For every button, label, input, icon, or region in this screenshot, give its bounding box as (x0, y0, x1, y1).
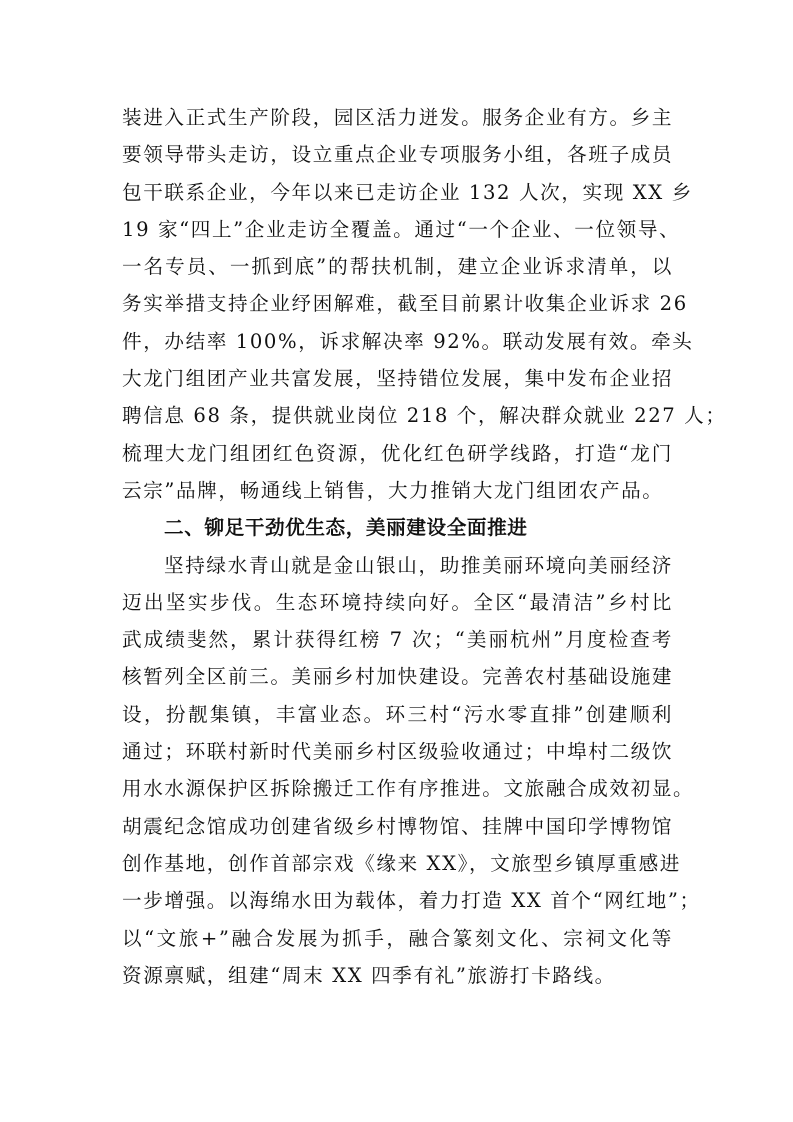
text-line: 胡震纪念馆成功创建省级乡村博物馆、挂牌中国印学博物馆 (122, 814, 674, 838)
text-line: 以“文旅+”融合发展为抓手，融合篆刻文化、宗祠文化等 (122, 926, 673, 950)
text-line: 聘信息 68 条，提供就业岗位 218 个，解决群众就业 227 人； (122, 404, 727, 428)
section-heading: 二、铆足干劲优生态，美丽建设全面推进 (164, 516, 528, 540)
paragraph-enterprise-service (122, 99, 727, 509)
text-line: 云宗”品牌，畅通线上销售，大力推销大龙门组团农产品。 (122, 478, 664, 502)
paragraph-ecology (122, 547, 701, 995)
text-line: 资源禀赋，组建“周末 XX 四季有礼”旅游打卡路线。 (122, 963, 616, 987)
text-line: 装进入正式生产阶段，园区活力迸发。服务企业有方。乡主 (122, 106, 674, 129)
text-line: 包干联系企业，今年以来已走访企业 132 人次，实现 XX 乡 (122, 180, 693, 204)
text-line: 一步增强。以海绵水田为载体，着力打造 XX 首个“网红地”； (122, 889, 701, 913)
text-line: 迈出坚实步伐。生态环境持续向好。全区“最清洁”乡村比 (122, 590, 673, 614)
text-line: 件，办结率 100%，诉求解决率 92%。联动发展有效。牵头 (122, 329, 694, 353)
text-line: 设，扮靓集镇，丰富业态。环三村“污水零直排”创建顺利 (122, 702, 673, 726)
text-line: 梳理大龙门组团红色资源，优化红色研学线路，打造“龙门 (122, 441, 673, 465)
text-line: 一名专员、一抓到底”的帮扶机制，建立企业诉求清单，以 (122, 255, 673, 279)
text-line: 用水水源保护区拆除搬迁工作有序推进。文旅融合成效初显。 (122, 777, 695, 801)
text-line: 大龙门组团产业共富发展，坚持错位发展，集中发布企业招 (122, 367, 674, 391)
text-line: 要领导带头走访，设立重点企业专项服务小组，各班子成员 (122, 143, 674, 167)
text-line: 务实举措支持企业纾困解难，截至目前累计收集企业诉求 26 (122, 292, 688, 316)
text-line: 创作基地，创作首部宗戏《缘来 XX》，文旅型乡镇厚重感进 (122, 851, 681, 875)
text-line: 核暂列全区前三。美丽乡村加快建设。完善农村基础设施建 (122, 665, 674, 689)
text-line: 19 家“四上”企业走访全覆盖。通过“一个企业、一位领导、 (122, 217, 681, 241)
text-line: 坚持绿水青山就是金山银山，助推美丽环境向美丽经济 (164, 553, 673, 577)
document-page (122, 99, 727, 994)
text-line: 武成绩斐然，累计获得红榜 7 次；“美丽杭州”月度检查考 (122, 628, 673, 652)
text-line: 通过；环联村新时代美丽乡村区级验收通过；中埠村二级饮 (122, 740, 674, 764)
